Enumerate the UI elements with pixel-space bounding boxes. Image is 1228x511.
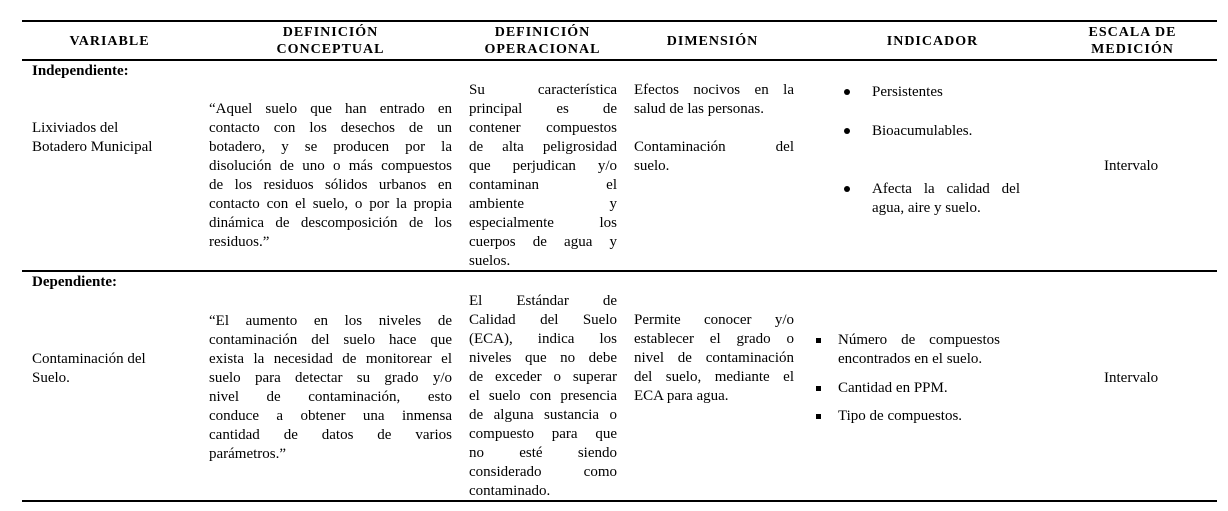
header-dimension bbox=[630, 33, 795, 50]
escala-value: Intervalo bbox=[1104, 370, 1159, 386]
escala-cell bbox=[1104, 157, 1158, 176]
def-operacional-line: ambiente y bbox=[469, 196, 617, 212]
dimension-line: Permite conocer y/o bbox=[634, 312, 794, 328]
indicador-line: Número de compuestos bbox=[838, 332, 1000, 348]
def-operacional-line: especialmente los bbox=[469, 215, 617, 231]
def-conceptual-line: contaminación del suelo hace que bbox=[209, 332, 452, 348]
indicador-line: agua, aire y suelo. bbox=[872, 200, 981, 216]
variable-line: Contaminación del bbox=[32, 351, 146, 367]
header-bottom-rule bbox=[22, 59, 1217, 61]
def-operacional-line: contaminan el bbox=[469, 177, 617, 193]
def-operacional-line: El Estándar de bbox=[469, 293, 617, 309]
indicador-text bbox=[838, 379, 1000, 398]
def-operacional-line: contener compuestos bbox=[469, 120, 617, 136]
indicador-line: Cantidad en PPM. bbox=[838, 380, 948, 396]
header-escala-line2: MEDICIÓN bbox=[1091, 42, 1174, 57]
def-operacional-line: no esté siendo bbox=[469, 445, 617, 461]
def-operacional-line: que perjudican y/o bbox=[469, 158, 617, 174]
escala-value: Intervalo bbox=[1104, 158, 1159, 174]
def-conceptual-line: dinámica de descomposición de los bbox=[209, 215, 452, 231]
variable-line: Lixiviados del bbox=[32, 120, 119, 136]
bullet-dot-icon bbox=[844, 186, 850, 192]
def-operacional-line: de alguna sustancia o bbox=[469, 407, 617, 423]
header-escala bbox=[1050, 24, 1215, 58]
indicador-text bbox=[872, 83, 1020, 102]
header-def-operacional bbox=[460, 24, 625, 58]
header-variable bbox=[22, 33, 197, 50]
header-def-conceptual bbox=[209, 24, 452, 58]
variable-cell bbox=[32, 350, 202, 388]
header-def-operacional-line2: OPERACIONAL bbox=[484, 42, 601, 57]
def-operacional-line: Calidad del Suelo bbox=[469, 312, 617, 328]
indicador-text bbox=[872, 180, 1020, 218]
def-conceptual-line: contacto con el suelo, o por la propia bbox=[209, 196, 452, 212]
table-top-rule bbox=[22, 20, 1217, 22]
indicador-line: Persistentes bbox=[872, 84, 943, 100]
def-operacional-line: considerado como bbox=[469, 464, 617, 480]
variable-line: Suelo. bbox=[32, 370, 70, 386]
section-divider-rule bbox=[22, 270, 1217, 272]
def-operacional-line: de alta peligrosidad bbox=[469, 139, 617, 155]
def-conceptual-cell bbox=[209, 100, 452, 252]
dimension-line: Efectos nocivos en la bbox=[634, 82, 794, 98]
header-indicador-line: INDICADOR bbox=[886, 34, 979, 49]
bullet-square-icon bbox=[816, 338, 821, 343]
dimension-line: ECA para agua. bbox=[634, 388, 729, 404]
def-operacional-cell bbox=[469, 292, 617, 501]
indicador-text bbox=[838, 407, 1000, 426]
header-indicador bbox=[820, 33, 1045, 50]
bullet-dot-icon bbox=[844, 128, 850, 134]
section-label-dependiente: Dependiente: bbox=[32, 274, 117, 290]
indicador-text bbox=[872, 122, 1020, 141]
indicador-line: Bioacumulables. bbox=[872, 123, 973, 139]
bullet-square-icon bbox=[816, 414, 821, 419]
def-operacional-line: contaminado. bbox=[469, 483, 551, 499]
def-operacional-line: suelos. bbox=[469, 253, 511, 269]
def-conceptual-line: “Aquel suelo que han entrado en bbox=[209, 101, 452, 117]
dimension-cell bbox=[634, 81, 794, 176]
header-def-operacional-line1: DEFINICIÓN bbox=[494, 25, 591, 40]
variable-cell bbox=[32, 119, 202, 157]
header-def-conceptual-line2: CONCEPTUAL bbox=[276, 42, 385, 57]
def-conceptual-line: contacto con los desechos de un bbox=[209, 120, 452, 136]
def-conceptual-line: suelo para detectar su grado y/o bbox=[209, 370, 452, 386]
def-operacional-line: cuerpos de agua y bbox=[469, 234, 617, 250]
def-operacional-line: principal es de bbox=[469, 101, 617, 117]
def-operacional-line: Su característica bbox=[469, 82, 617, 98]
dimension-cell bbox=[634, 311, 794, 406]
variable-line: Botadero Municipal bbox=[32, 139, 153, 155]
section-label-independiente: Independiente: bbox=[32, 63, 129, 79]
dimension-line: nivel de contaminación bbox=[634, 350, 794, 366]
def-operacional-line: niveles que no debe bbox=[469, 350, 617, 366]
dimension-line: Contaminación del bbox=[634, 139, 794, 155]
escala-cell bbox=[1104, 369, 1158, 388]
dimension-line: establecer el grado o bbox=[634, 331, 794, 347]
header-dimension-line: DIMENSIÓN bbox=[666, 34, 759, 49]
def-conceptual-line: nivel de contaminación, esto bbox=[209, 389, 452, 405]
dimension-line: suelo. bbox=[634, 158, 670, 174]
bullet-dot-icon bbox=[844, 89, 850, 95]
header-escala-line1: ESCALA DE bbox=[1088, 25, 1177, 40]
def-conceptual-line: parámetros.” bbox=[209, 446, 287, 462]
indicador-text bbox=[838, 331, 1000, 369]
def-operacional-line: (ECA), indica los bbox=[469, 331, 617, 347]
dimension-line: del suelo, mediante el bbox=[634, 369, 794, 385]
dimension-line: salud de las personas. bbox=[634, 101, 764, 117]
indicador-line: encontrados en el suelo. bbox=[838, 351, 983, 367]
indicador-line: Afecta la calidad del bbox=[872, 181, 1020, 197]
def-operacional-line: compuesto para que bbox=[469, 426, 617, 442]
def-conceptual-line: disolución de uno o más compuestos bbox=[209, 158, 452, 174]
def-operacional-line: de exceder o superar bbox=[469, 369, 617, 385]
def-conceptual-line: cantidad de datos de varios bbox=[209, 427, 452, 443]
def-conceptual-line: exista la necesidad de monitorear el bbox=[209, 351, 452, 367]
def-operacional-line: el suelo con presencia bbox=[469, 388, 617, 404]
def-conceptual-line: de los residuos sólidos urbanos en bbox=[209, 177, 452, 193]
def-conceptual-cell bbox=[209, 312, 452, 464]
header-variable-line: VARIABLE bbox=[69, 34, 150, 49]
table-bottom-rule bbox=[22, 500, 1217, 502]
header-def-conceptual-line1: DEFINICIÓN bbox=[282, 25, 379, 40]
def-conceptual-line: residuos.” bbox=[209, 234, 270, 250]
def-conceptual-line: conduce a obtener una inmensa bbox=[209, 408, 452, 424]
indicador-line: Tipo de compuestos. bbox=[838, 408, 963, 424]
def-conceptual-line: botadero, y se producen por la bbox=[209, 139, 452, 155]
bullet-square-icon bbox=[816, 386, 821, 391]
dimension-spacer bbox=[634, 119, 794, 138]
def-operacional-cell bbox=[469, 81, 617, 271]
def-conceptual-line: “El aumento en los niveles de bbox=[209, 313, 452, 329]
